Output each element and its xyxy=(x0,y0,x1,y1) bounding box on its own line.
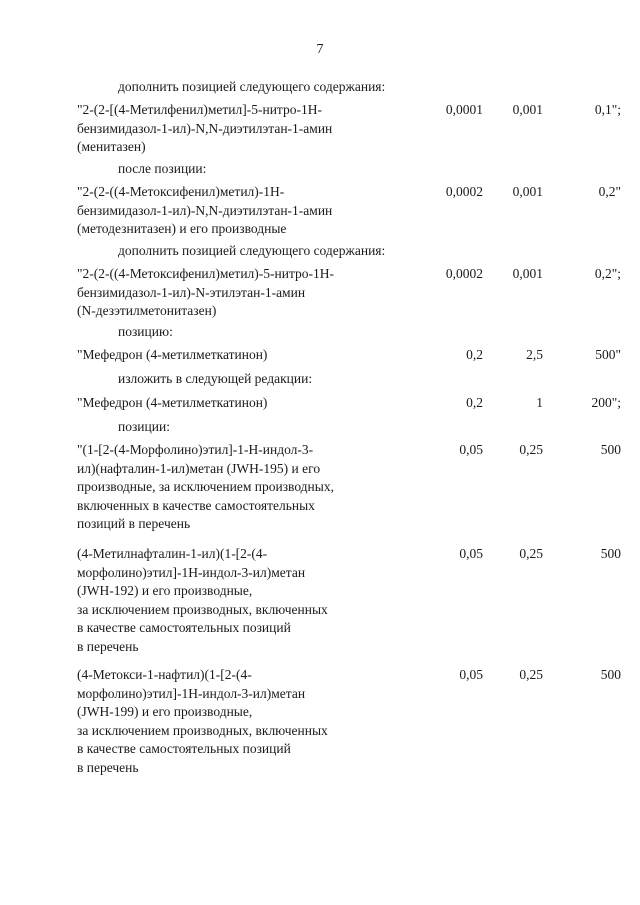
substance-entry xyxy=(77,666,637,775)
value-column-3: 0,1"; xyxy=(594,102,621,117)
name-line: "(1-[2-(4-Морфолино)этил]-1-Н-индол-3- xyxy=(77,442,314,457)
value-column-2: 0,001 xyxy=(512,102,543,117)
name-line: "2-(2-((4-Метоксифенил)метил)-5-нитро-1Н- xyxy=(77,266,335,281)
name-line: (4-Метокси-1-нафтил)(1-[2-(4- xyxy=(77,667,252,682)
value-column-2: 0,001 xyxy=(512,184,543,199)
instruction-text: позицию: xyxy=(118,324,173,339)
instruction-text: дополнить позицией следующего содержания: xyxy=(118,243,386,258)
name-line: (JWH-199) и его производные, xyxy=(77,704,253,720)
name-line: "2-(2-((4-Метоксифенил)метил)-1Н- xyxy=(77,184,285,199)
value-column-3: 500 xyxy=(600,667,621,682)
name-line: в качестве самостоятельных позиций xyxy=(77,741,291,757)
name-line: производные, за исключением производных, xyxy=(77,479,334,495)
substance-name xyxy=(77,265,377,321)
value-column-1: 0,05 xyxy=(459,546,483,561)
substance-entry xyxy=(77,265,637,319)
instruction-text: позиции: xyxy=(118,419,170,434)
value-column-1: 0,0002 xyxy=(445,184,483,199)
instruction-text: дополнить позицией следующего содержания: xyxy=(118,79,386,94)
name-line: в перечень xyxy=(77,638,139,654)
name-line: бензимидазол-1-ил)-N,N-диэтилэтан-1-амин xyxy=(77,120,333,136)
value-column-3: 500 xyxy=(600,546,621,561)
value-column-1: 0,0002 xyxy=(445,266,483,281)
name-line: (менитазен) xyxy=(77,139,146,155)
name-line: за исключением производных, включенных xyxy=(77,601,328,617)
value-column-3: 200"; xyxy=(591,395,621,410)
name-line: (4-Метилнафталин-1-ил)(1-[2-(4- xyxy=(77,546,268,561)
value-column-2: 0,25 xyxy=(519,442,543,457)
name-line: за исключением производных, включенных xyxy=(77,722,328,738)
name-line: бензимидазол-1-ил)-N,N-диэтилэтан-1-амин xyxy=(77,202,333,218)
instruction-text: изложить в следующей редакции: xyxy=(118,371,313,386)
substance-entry xyxy=(77,183,637,237)
value-column-1: 0,05 xyxy=(459,442,483,457)
substance-name xyxy=(77,346,377,365)
value-column-3: 0,2"; xyxy=(594,266,621,281)
name-line: ил)(нафталин-1-ил)метан (JWH-195) и его xyxy=(77,460,321,476)
name-line: (JWH-192) и его производные, xyxy=(77,583,253,599)
value-column-2: 1 xyxy=(536,395,543,410)
substance-name xyxy=(77,183,377,239)
page-number: 7 xyxy=(316,42,324,57)
value-column-2: 2,5 xyxy=(526,347,543,362)
substance-name xyxy=(77,394,377,413)
value-column-1: 0,0001 xyxy=(445,102,483,117)
value-column-1: 0,2 xyxy=(466,347,483,362)
substance-name xyxy=(77,666,377,778)
substance-entry xyxy=(77,545,637,654)
name-line: в перечень xyxy=(77,759,139,775)
substance-name xyxy=(77,441,377,534)
name-line: позиций в перечень xyxy=(77,516,191,532)
value-column-3: 0,2" xyxy=(598,184,621,199)
instruction-text: после позиции: xyxy=(118,161,207,176)
name-line: "2-(2-[(4-Метилфенил)метил]-5-нитро-1Н- xyxy=(77,102,322,117)
value-column-3: 500" xyxy=(595,347,621,362)
value-column-2: 0,25 xyxy=(519,667,543,682)
name-line: (N-дезэтилметонитазен) xyxy=(77,303,217,319)
name-line: "Мефедрон (4-метилметкатинон) xyxy=(77,347,268,362)
name-line: включенных в качестве самостоятельных xyxy=(77,497,315,513)
value-column-2: 0,001 xyxy=(512,266,543,281)
name-line: морфолино)этил]-1Н-индол-3-ил)метан xyxy=(77,685,306,701)
substance-name xyxy=(77,101,377,157)
substance-entry xyxy=(77,441,637,532)
name-line: (методезнитазен) и его производные xyxy=(77,221,287,237)
substance-entry xyxy=(77,101,637,155)
name-line: бензимидазол-1-ил)-N-этилэтан-1-амин xyxy=(77,284,306,300)
name-line: морфолино)этил]-1Н-индол-3-ил)метан xyxy=(77,564,306,580)
value-column-3: 500 xyxy=(600,442,621,457)
value-column-1: 0,2 xyxy=(466,395,483,410)
substance-entry xyxy=(77,346,637,366)
name-line: "Мефедрон (4-метилметкатинон) xyxy=(77,395,268,410)
value-column-2: 0,25 xyxy=(519,546,543,561)
value-column-1: 0,05 xyxy=(459,667,483,682)
substance-entry xyxy=(77,394,637,414)
name-line: в качестве самостоятельных позиций xyxy=(77,620,291,636)
substance-name xyxy=(77,545,377,657)
